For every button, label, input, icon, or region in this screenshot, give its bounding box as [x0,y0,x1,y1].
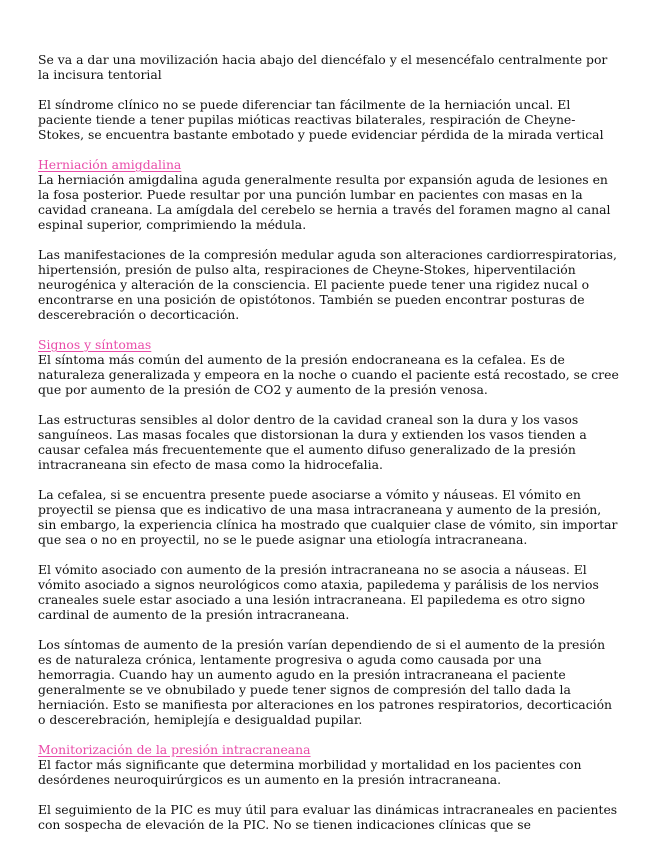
signos-paragraph-2: Las estructuras sensibles al dolor dentro de la cavidad craneal son la dura y los vasos sanguíneos. Las masas focales que distorsionan la dura y extienden los vasos tienden a causar cefalea más frecuentemente que el aumento difuso generalizado de la presión intracraneana sin efecto de masa como la hidrocefalia. [38,412,587,472]
signos-paragraph-5: Los síntomas de aumento de la presión varían dependiendo de si el aumento de la presión es de naturaleza crónica, lentamente progresiva o aguda como causada por una hemorragia. Cuando hay un aumento agudo en la presión intracraneana el paciente generalmente se ve obnubilado y puede tener signos de compresión del tallo dada la herniación. Esto se manifiesta por alteraciones en los patrones respiratorios, decorticación o descerebración, hemiplejía e desigualdad pupilar. [38,637,613,727]
section-heading-signos-sintomas: Signos y síntomas [38,337,152,352]
document-page [38,52,620,847]
signos-paragraph-3: La cefalea, si se encuentra presente puede asociarse a vómito y náuseas. El vómito en proyectil se piensa que es indicativo de una masa intracraneana y aumento de la presión, sin embargo, la experiencia clínica ha mostrado que cualquier clase de vómito, sin importar que sea o no en proyectil, no se le puede asignar una etiología intracraneana. [38,487,618,547]
intro-paragraph-2: El síndrome clínico no se puede diferenciar tan fácilmente de la herniación uncal. El paciente tiende a tener pupilas mióticas reactivas bilaterales, respiración de Cheyne-Stokes, se encuentra bastante embotado y puede evidenciar pérdida de la mirada vertical [38,97,604,142]
intro-paragraph-1: Se va a dar una movilización hacia abajo del diencéfalo y el mesencéfalo centralmente por la incisura tentorial [38,52,608,82]
monitorizacion-paragraph-2: El seguimiento de la PIC es muy útil para evaluar las dinámicas intracraneales en pacientes con sospecha de elevación de la PIC. No se tienen indicaciones clínicas que se [38,802,618,832]
herniacion-paragraph-2: Las manifestaciones de la compresión medular aguda son alteraciones cardiorrespiratorias, hipertensión, presión de pulso alta, respiraciones de Cheyne-Stokes, hiperventilación neurogénica y alteración de la consciencia. El paciente puede tener una rigidez nucal o encontrarse en una posición de opistótonos. También se pueden encontrar posturas de descerebración o decorticación. [38,247,617,322]
monitorizacion-paragraph-1: El factor más significante que determina morbilidad y mortalidad en los pacientes con desórdenes neuroquirúrgicos es un aumento en la presión intracraneana. [38,757,582,787]
signos-paragraph-1: El síntoma más común del aumento de la presión endocraneana es la cefalea. Es de naturaleza generalizada y empeora en la noche o cuando el paciente está recostado, se cree que por aumento de la presión de CO2 y aumento de la presión venosa. [38,352,619,397]
section-heading-herniacion-amigdalina: Herniación amigdalina [38,157,182,172]
herniacion-paragraph-1: La herniación amigdalina aguda generalmente resulta por expansión aguda de lesiones en la fosa posterior. Puede resultar por una punción lumbar en pacientes con masas en la cavidad craneana. La amígdala del cerebelo se hernia a través del foramen magno al canal espinal superior, comprimiendo la médula. [38,172,611,232]
signos-paragraph-4: El vómito asociado con aumento de la presión intracraneana no se asocia a náuseas. El vómito asociado a signos neurológicos como ataxia, papiledema y parálisis de los nervios craneales suele estar asociado a una lesión intracraneana. El papiledema es otro signo cardinal de aumento de la presión intracraneana. [38,562,599,622]
section-heading-monitorizacion-pic: Monitorización de la presión intracraneana [38,742,311,757]
